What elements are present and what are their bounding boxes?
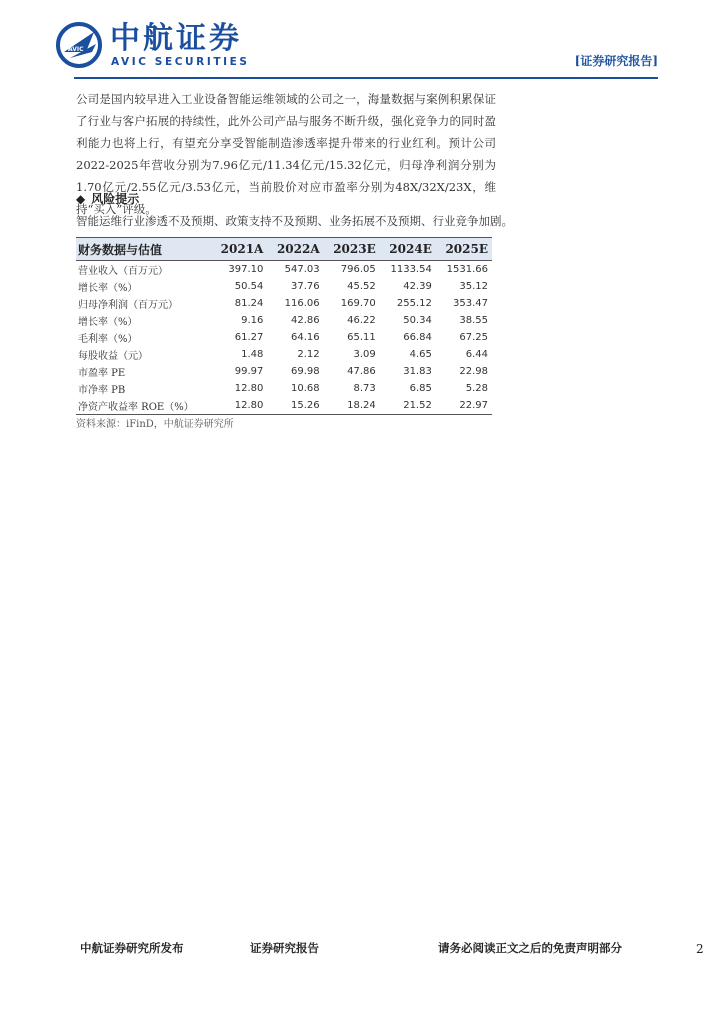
table-cell: 10.68 <box>291 383 320 394</box>
header-divider <box>74 77 658 79</box>
table-row <box>76 363 492 380</box>
table-cell: 116.06 <box>284 298 320 309</box>
logo-mark-text: AVIC <box>68 46 84 53</box>
table-cell: 65.11 <box>347 332 376 343</box>
table-cell: 61.27 <box>234 332 264 343</box>
table-cell: 37.76 <box>291 281 320 292</box>
avic-logo-icon <box>56 22 102 68</box>
table-cell: 353.47 <box>453 298 488 309</box>
table-cell: 6.85 <box>409 383 432 394</box>
page-footer <box>0 936 724 960</box>
table-cell: 12.80 <box>211 397 267 415</box>
financial-table <box>76 237 492 415</box>
table-cell: 547.03 <box>284 264 320 275</box>
table-header-cell: 2024E <box>380 238 436 261</box>
table-cell: 31.83 <box>403 366 432 377</box>
table-header-cell: 2025E <box>436 238 492 261</box>
table-cell: 47.86 <box>347 366 376 377</box>
summary-paragraph: 公司是国内较早进入工业设备智能运维领域的公司之一，海量数据与案例积累保证了行业与客户拓展的持续性，此外公司产品与服务不断升级，强化竞争力的同时盈利能力也将上行，有望充分享受智能制造渗透率提升带来的行业红利。预计公司2022-2025年营收分别为7.96亿元/11.34亿元/15.32亿元，归母净利润分别为1.70亿元/2.55亿元/3.53亿元，当前股价对应市盈率分别为48X/32X/23X，维持“买入”评级。 <box>76 92 496 216</box>
diamond-bullet-icon: ◆ <box>76 192 86 206</box>
table-cell: 4.65 <box>409 349 432 360</box>
table-cell: 15.26 <box>267 397 323 415</box>
table-cell: 1.48 <box>241 349 264 360</box>
table-cell: 50.54 <box>234 281 264 292</box>
table-cell: 6.44 <box>465 349 488 360</box>
table-header-cell: 2023E <box>324 238 380 261</box>
table-cell: 81.24 <box>234 298 264 309</box>
page-number: 2 <box>696 942 704 956</box>
table-cell: 9.16 <box>241 315 264 326</box>
row-label: 毛利率（%） <box>78 334 138 345</box>
table-row <box>76 346 492 363</box>
risk-text: 智能运维行业渗透不及预期、政策支持不及预期、业务拓展不及预期、行业竞争加剧。 <box>76 214 513 228</box>
risk-heading-label: 风险提示 <box>91 192 140 206</box>
table-cell: 22.97 <box>436 397 492 415</box>
page-header <box>0 0 724 80</box>
report-tag: [证券研究报告] <box>574 54 658 68</box>
row-label: 归母净利润（百万元） <box>78 300 178 311</box>
table-cell: 3.09 <box>353 349 376 360</box>
table-row <box>76 261 492 279</box>
footer-doc-type: 证券研究报告 <box>250 941 319 955</box>
table-cell: 12.80 <box>234 383 264 394</box>
table-row <box>76 397 492 415</box>
row-label: 市净率 PB <box>78 385 126 396</box>
table-row <box>76 329 492 346</box>
table-source: 资料来源：iFinD，中航证券研究所 <box>76 419 234 430</box>
table-cell: 1133.54 <box>390 264 432 275</box>
footer-publisher: 中航证券研究所发布 <box>80 941 184 955</box>
table-header-cell: 2022A <box>267 238 323 261</box>
table-cell: 22.98 <box>459 366 488 377</box>
table-row <box>76 278 492 295</box>
table-cell: 38.55 <box>459 315 488 326</box>
table-cell: 5.28 <box>465 383 488 394</box>
table-header-row <box>76 238 492 261</box>
row-label: 营业收入（百万元） <box>78 266 168 277</box>
table-cell: 169.70 <box>340 298 376 309</box>
logo-title: 中航证券 <box>110 21 242 56</box>
footer-disclaimer: 请务必阅读正文之后的免责声明部分 <box>438 941 622 955</box>
table-cell: 18.24 <box>324 397 380 415</box>
table-cell: 66.84 <box>403 332 432 343</box>
table-cell: 796.05 <box>340 264 376 275</box>
table-cell: 69.98 <box>291 366 320 377</box>
table-row <box>76 312 492 329</box>
table-cell: 397.10 <box>228 264 264 275</box>
table-row <box>76 295 492 312</box>
table-cell: 35.12 <box>459 281 488 292</box>
table-cell: 255.12 <box>396 298 432 309</box>
table-row <box>76 380 492 397</box>
table-cell: 67.25 <box>459 332 488 343</box>
table-cell: 8.73 <box>353 383 376 394</box>
table-cell: 21.52 <box>380 397 436 415</box>
row-label: 增长率（%） <box>78 283 138 294</box>
table-header-cell: 2021A <box>211 238 267 261</box>
table-header-cell: 财务数据与估值 <box>76 238 211 261</box>
row-label: 市盈率 PE <box>78 368 126 379</box>
table-cell: 45.52 <box>347 281 376 292</box>
table-cell: 1531.66 <box>446 264 488 275</box>
table-cell: 50.34 <box>403 315 432 326</box>
row-label: 增长率（%） <box>78 317 138 328</box>
logo-subtitle: AVIC SECURITIES <box>111 56 250 68</box>
table-cell: 99.97 <box>234 366 264 377</box>
table-cell: 64.16 <box>291 332 320 343</box>
row-label: 每股收益（元） <box>78 351 148 362</box>
row-label: 净资产收益率 ROE（%） <box>76 397 211 415</box>
table-cell: 2.12 <box>297 349 320 360</box>
table-cell: 42.86 <box>291 315 320 326</box>
table-cell: 46.22 <box>347 315 376 326</box>
risk-heading <box>76 190 139 207</box>
table-cell: 42.39 <box>403 281 432 292</box>
